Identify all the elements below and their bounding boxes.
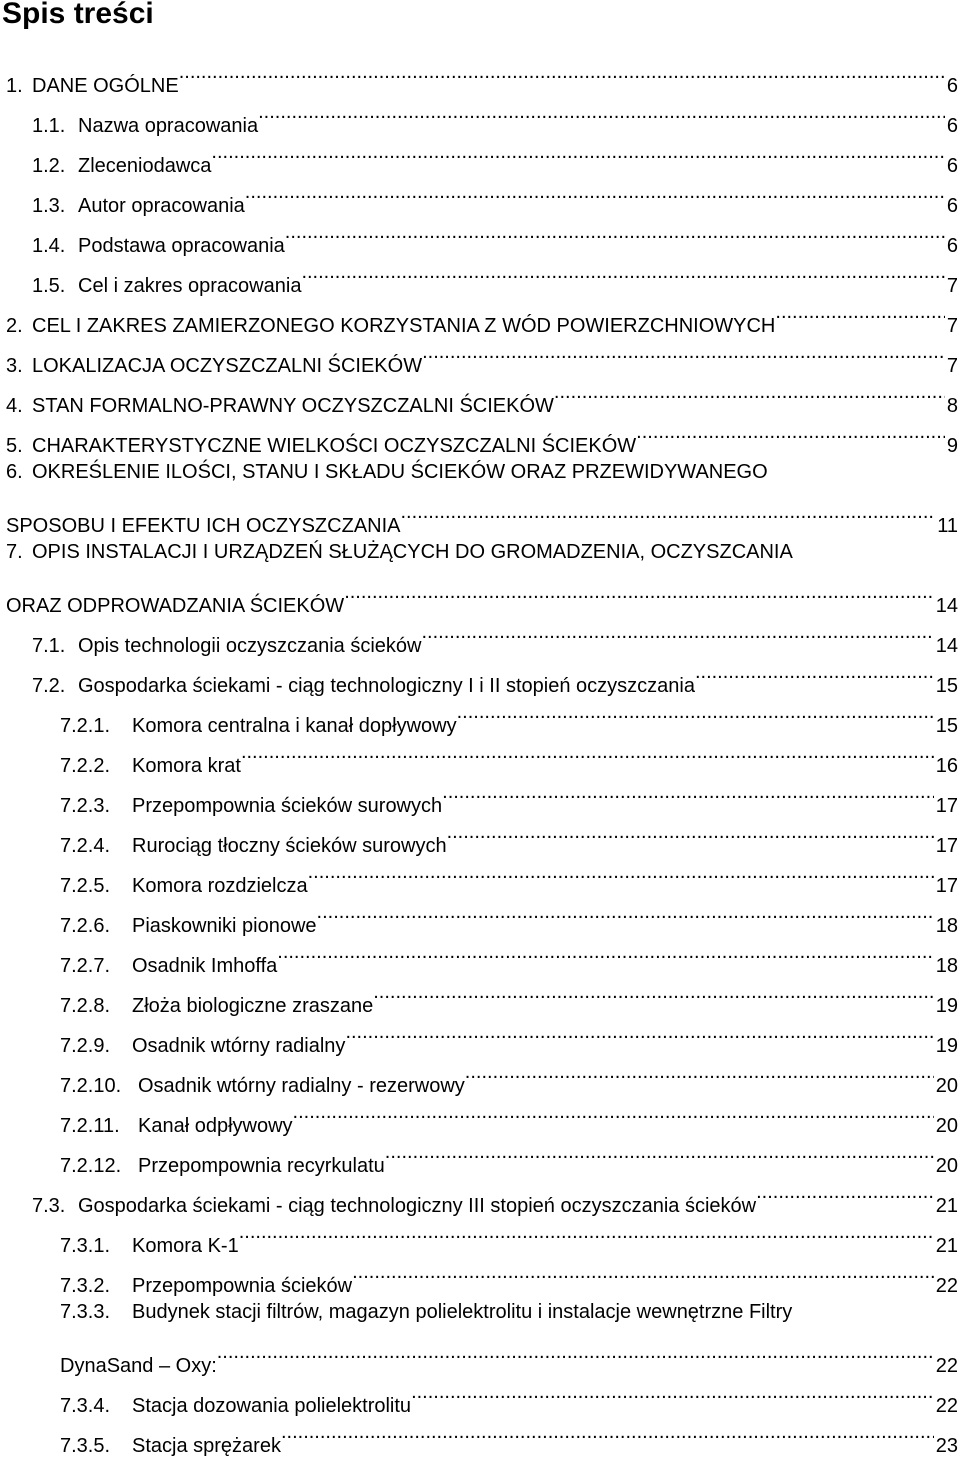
toc-entry-title: Komora K-1: [132, 1235, 239, 1257]
toc-entry-page: 22: [935, 1355, 958, 1377]
toc-entry-number: 7.2.4.: [60, 835, 111, 857]
toc-entry-title: Autor opracowania: [78, 195, 245, 217]
toc-entry-page: 20: [935, 1075, 958, 1097]
toc-entry-title: DANE OGÓLNE: [32, 75, 179, 97]
toc-entry-title: Opis technologii oczyszczania ścieków: [78, 635, 422, 657]
toc-entry[interactable]: [0, 532, 960, 572]
toc-entry[interactable]: [0, 812, 960, 857]
toc-entry-page: 8: [946, 395, 958, 417]
dot-leader: [241, 732, 934, 772]
toc-entry-title: Osadnik wtórny radialny: [132, 1035, 346, 1057]
toc-entry-title: Kanał odpływowy: [138, 1115, 293, 1137]
toc-entry-page: 21: [935, 1235, 958, 1257]
dot-leader: [465, 1052, 934, 1092]
toc-entry-number: 7.1.: [32, 635, 66, 657]
toc-entry-number: 1.2.: [32, 155, 66, 177]
toc-entry-page: 20: [935, 1155, 958, 1177]
toc-entry-number: 7.2.3.: [60, 795, 111, 817]
dot-leader: [281, 1412, 934, 1452]
toc-entry-number: 6.: [6, 461, 23, 483]
toc-entry[interactable]: [0, 412, 960, 457]
toc-entry[interactable]: [0, 852, 960, 897]
toc-entry-continuation[interactable]: [0, 492, 960, 537]
dot-leader: [345, 1012, 933, 1052]
toc-entry[interactable]: [0, 52, 960, 97]
dot-leader: [211, 132, 944, 172]
toc-entry-title: Gospodarka ściekami - ciąg technologiczny III stopień oczyszczania ścieków: [78, 1195, 757, 1217]
dot-leader: [756, 1172, 934, 1212]
toc-entry[interactable]: [0, 1012, 960, 1057]
toc-entry[interactable]: [0, 1372, 960, 1417]
toc-entry-number: 7.2.12.: [60, 1155, 122, 1177]
toc-entry-page: 22: [935, 1275, 958, 1297]
toc-entry-number: 7.3.3.: [60, 1301, 111, 1323]
dot-leader: [277, 932, 933, 972]
toc-entry-number: 7.2.10.: [60, 1075, 122, 1097]
toc-entry[interactable]: [0, 772, 960, 817]
dot-leader: [447, 812, 934, 852]
toc-entry-number: 7.2.2.: [60, 755, 111, 777]
toc-entry-title: Podstawa opracowania: [78, 235, 285, 257]
toc-entry-title: CHARAKTERYSTYCZNE WIELKOŚCI OCZYSZCZALNI ŚCIEKÓW: [32, 435, 637, 457]
dot-leader: [317, 892, 934, 932]
dot-leader: [695, 652, 934, 692]
toc-entry-page: 14: [935, 595, 958, 617]
toc-entry[interactable]: [0, 332, 960, 377]
toc-entry-page: 17: [935, 875, 958, 897]
toc-entry-page: 21: [935, 1195, 958, 1217]
toc-entry-title: Przepompownia ścieków: [132, 1275, 353, 1297]
toc-entry-title: OPIS INSTALACJI I URZĄDZEŃ SŁUŻĄCYCH DO GROMADZENIA, OCZYSZCANIA: [32, 541, 793, 563]
dot-leader: [217, 1332, 934, 1372]
dot-leader: [301, 252, 944, 292]
toc-entry-title: Przepompownia recyrkulatu: [138, 1155, 385, 1177]
toc-entry[interactable]: [0, 132, 960, 177]
toc-entry-number: 7.3.5.: [60, 1435, 111, 1457]
toc-entry-page: 7: [946, 275, 958, 297]
dot-leader: [442, 772, 934, 812]
toc-entry-number: 7.3.2.: [60, 1275, 111, 1297]
toc-entry-title-continued: DynaSand – Oxy:: [60, 1355, 217, 1377]
toc-entry-continuation[interactable]: [0, 572, 960, 617]
toc-entry-number: 7.2.7.: [60, 955, 111, 977]
toc-entry-title: Złoża biologiczne zraszane: [132, 995, 374, 1017]
toc-entry-page: 18: [935, 955, 958, 977]
toc-entry[interactable]: [0, 1092, 960, 1137]
toc-entry-title: Gospodarka ściekami - ciąg technologiczny I i II stopień oczyszczania: [78, 675, 695, 697]
toc-entry-page: 18: [935, 915, 958, 937]
toc-entry[interactable]: [0, 1172, 960, 1217]
toc-entry-title: Zleceniodawca: [78, 155, 212, 177]
toc-entry-number: 2.: [6, 315, 23, 337]
dot-leader: [775, 292, 944, 332]
toc-entry-page: 7: [946, 315, 958, 337]
toc-entry-page: 6: [946, 235, 958, 257]
toc-entry-title: Nazwa opracowania: [78, 115, 259, 137]
dot-leader: [554, 372, 945, 412]
toc-entry-continuation[interactable]: [0, 1332, 960, 1377]
toc-entry-title-continued: ORAZ ODPROWADZANIA ŚCIEKÓW: [6, 595, 345, 617]
toc-entry[interactable]: [0, 1292, 960, 1332]
toc-entry-title: Osadnik Imhoffa: [132, 955, 278, 977]
toc-entry-page: 7: [946, 355, 958, 377]
toc-entry-number: 7.2.9.: [60, 1035, 111, 1057]
toc-entry-number: 4.: [6, 395, 23, 417]
toc-entry-number: 7.2.1.: [60, 715, 111, 737]
toc-entry-number: 1.5.: [32, 275, 66, 297]
dot-leader: [308, 852, 934, 892]
toc-entry-number: 7.3.: [32, 1195, 66, 1217]
toc-entry-number: 3.: [6, 355, 23, 377]
toc-entry-page: 17: [935, 795, 958, 817]
toc-entry-page: 22: [935, 1395, 958, 1417]
toc-entry-page: 16: [935, 755, 958, 777]
toc-entry[interactable]: [0, 452, 960, 492]
toc-entry-title: Komora centralna i kanał dopływowy: [132, 715, 457, 737]
toc-entry-title: Stacja sprężarek: [132, 1435, 281, 1457]
toc-entry-number: 1.3.: [32, 195, 66, 217]
toc-entry-number: 7.2.6.: [60, 915, 111, 937]
toc-entry-number: 7.2.8.: [60, 995, 111, 1017]
toc-entry-number: 7.: [6, 541, 23, 563]
toc-entry[interactable]: [0, 1132, 960, 1177]
dot-leader: [258, 92, 945, 132]
toc-entry-page: 6: [946, 155, 958, 177]
toc-entry[interactable]: [0, 172, 960, 217]
toc-entry-title: Budynek stacji filtrów, magazyn polielektrolitu i instalacje wewnętrzne Filtry: [132, 1301, 793, 1323]
toc-entry-number: 7.3.1.: [60, 1235, 111, 1257]
toc-entry-page: 15: [935, 715, 958, 737]
toc-entry[interactable]: [0, 972, 960, 1017]
toc-entry[interactable]: [0, 1212, 960, 1257]
toc-entry-title: OKREŚLENIE ILOŚCI, STANU I SKŁADU ŚCIEKÓW ORAZ PRZEWIDYWANEGO: [32, 461, 768, 483]
toc-entry-page: 9: [946, 435, 958, 457]
dot-leader: [457, 692, 934, 732]
toc-entry-page: 14: [935, 635, 958, 657]
toc-entry-page: 17: [935, 835, 958, 857]
toc-entry-number: 7.2.5.: [60, 875, 111, 897]
toc-entry-title: Komora krat: [132, 755, 241, 777]
toc-entry-page: 19: [935, 995, 958, 1017]
dot-leader: [636, 412, 945, 452]
dot-leader: [179, 52, 945, 92]
dot-leader: [411, 1372, 934, 1412]
dot-leader: [422, 612, 934, 652]
toc-entry-number: 7.2.: [32, 675, 66, 697]
toc-entry-number: 5.: [6, 435, 23, 457]
toc-entry-page: 6: [946, 195, 958, 217]
toc-entry-title-continued: SPOSOBU I EFEKTU ICH OCZYSZCZANIA: [6, 515, 401, 537]
dot-leader: [401, 492, 936, 532]
toc-entry[interactable]: [0, 1412, 960, 1457]
toc-entry-title: STAN FORMALNO-PRAWNY OCZYSZCZALNI ŚCIEKÓW: [32, 395, 554, 417]
toc-entry-number: 7.3.4.: [60, 1395, 111, 1417]
toc-entry-page: 6: [946, 75, 958, 97]
toc-entry-title: Komora rozdzielcza: [132, 875, 308, 897]
toc-entry[interactable]: [0, 892, 960, 937]
toc-entry[interactable]: [0, 612, 960, 657]
toc-entry[interactable]: [0, 292, 960, 337]
toc-entry-page: 11: [937, 515, 958, 537]
toc-entry-title: Piaskowniki pionowe: [132, 915, 317, 937]
toc-entry-title: CEL I ZAKRES ZAMIERZONEGO KORZYSTANIA Z WÓD POWIERZCHNIOWYCH: [32, 315, 776, 337]
toc-entry-page: 20: [935, 1115, 958, 1137]
dot-leader: [373, 972, 934, 1012]
toc-entry[interactable]: [0, 932, 960, 977]
toc-entry-title: Osadnik wtórny radialny - rezerwowy: [138, 1075, 465, 1097]
toc-entry[interactable]: [0, 732, 960, 777]
toc-entry[interactable]: [0, 652, 960, 697]
toc-entry-number: 1.4.: [32, 235, 66, 257]
toc-entry[interactable]: [0, 252, 960, 297]
toc-entry[interactable]: [0, 1052, 960, 1097]
toc-entry-number: 1.: [6, 75, 23, 97]
dot-leader: [293, 1092, 934, 1132]
toc-entry[interactable]: [0, 372, 960, 417]
document-title: Spis treści: [2, 0, 154, 30]
toc-entry[interactable]: [0, 92, 960, 137]
toc-entry[interactable]: [0, 212, 960, 257]
toc-entry[interactable]: [0, 1252, 960, 1297]
toc-entry-title: Przepompownia ścieków surowych: [132, 795, 443, 817]
toc-entry-title: Cel i zakres opracowania: [78, 275, 302, 297]
dot-leader: [285, 212, 945, 252]
dot-leader: [245, 172, 945, 212]
dot-leader: [239, 1212, 934, 1252]
toc-entry-title: Stacja dozowania polielektrolitu: [132, 1395, 412, 1417]
dot-leader: [422, 332, 945, 372]
toc-entry-page: 15: [935, 675, 958, 697]
dot-leader: [352, 1252, 934, 1292]
toc-entry-title: Rurociąg tłoczny ścieków surowych: [132, 835, 447, 857]
dot-leader: [344, 572, 934, 612]
toc-entry-title: LOKALIZACJA OCZYSZCZALNI ŚCIEKÓW: [32, 355, 423, 377]
toc-entry[interactable]: [0, 692, 960, 737]
toc-entry-page: 19: [935, 1035, 958, 1057]
dot-leader: [385, 1132, 934, 1172]
table-of-contents: [0, 52, 960, 1457]
toc-entry-number: 7.2.11.: [60, 1115, 120, 1137]
toc-entry-page: 6: [946, 115, 958, 137]
toc-entry-number: 1.1.: [32, 115, 66, 137]
toc-entry-page: 23: [935, 1435, 958, 1457]
